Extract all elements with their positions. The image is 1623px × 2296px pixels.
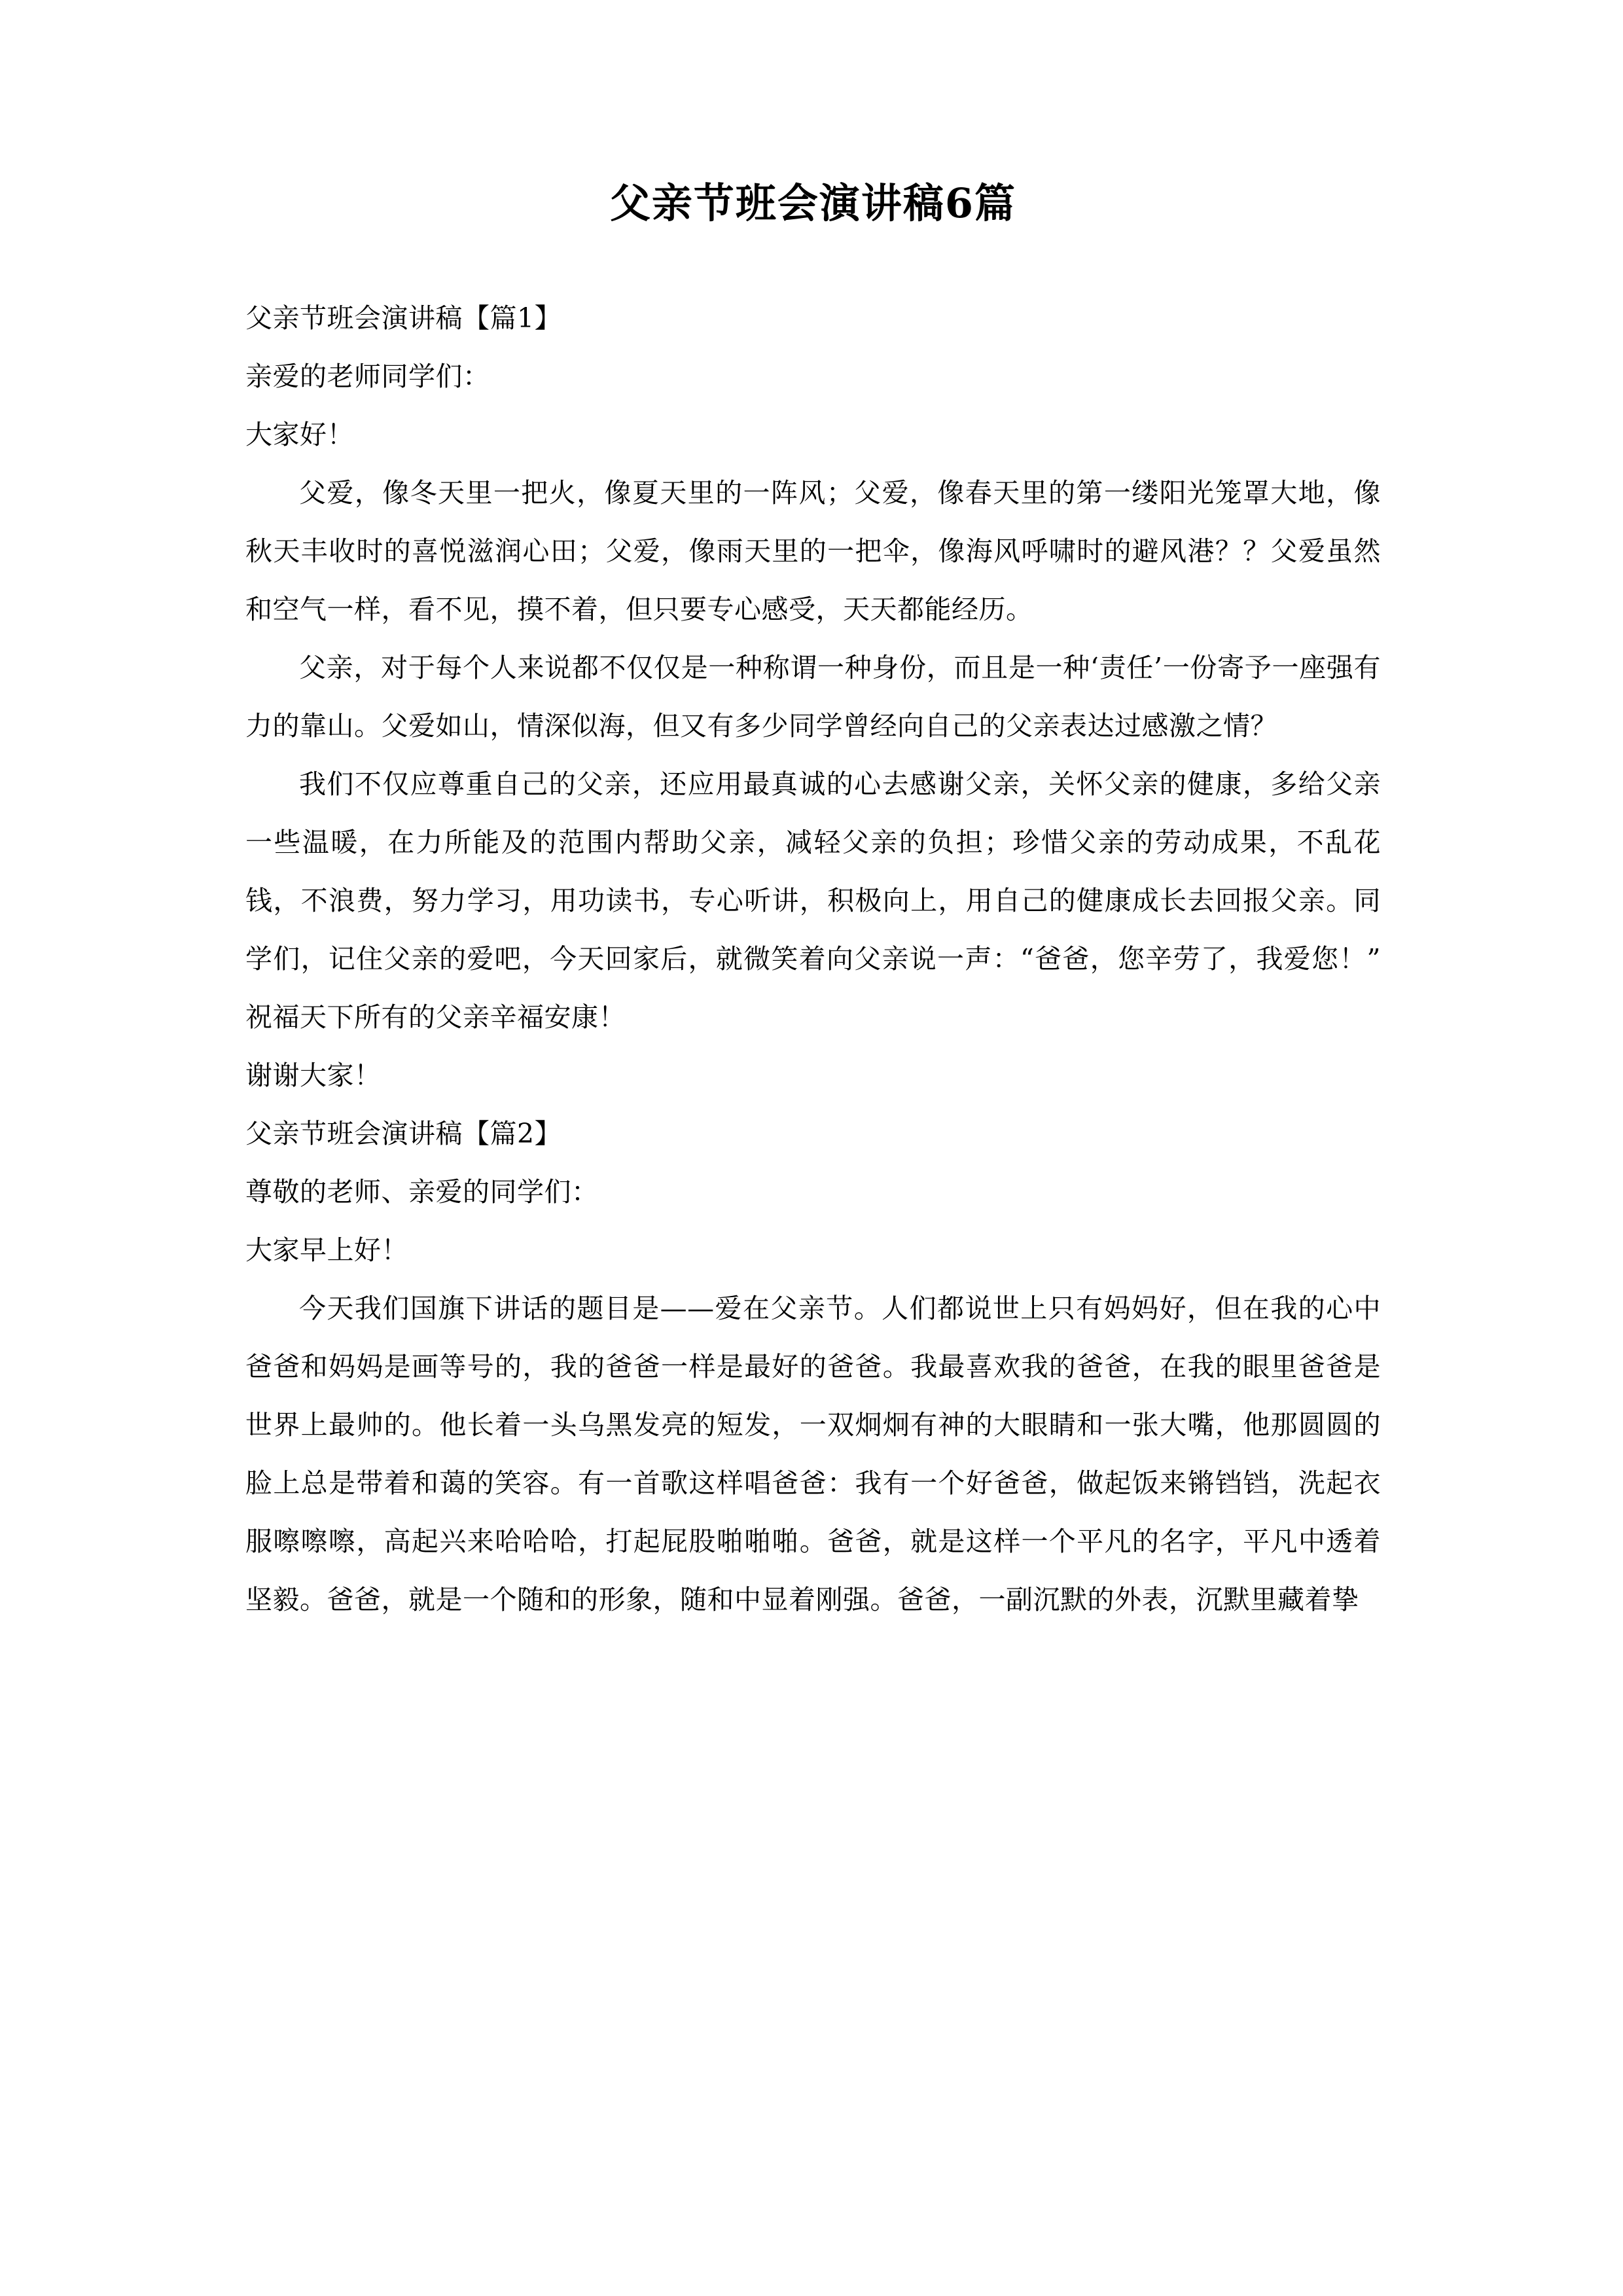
document-body <box>245 289 1381 1629</box>
section-heading-1: 父亲节班会演讲稿【篇1】 <box>245 302 562 334</box>
greeting-1: 大家好！ <box>245 418 354 450</box>
greeting-2: 大家早上好！ <box>245 1234 408 1266</box>
paragraph-3: 我们不仅应尊重自己的父亲，还应用最真诚的心去感谢父亲，关怀父亲的健康，多给父亲一些温暖，在力所能及的范围内帮助父亲，减轻父亲的负担；珍惜父亲的劳动成果，不乱花钱，不浪费，努力学习，用功读书，专心听讲，积极向上，用自己的健康成长去回报父亲。同学们，记住父亲的爱吧，今天回家后，就微笑着向父亲说一声：“爸爸，您辛劳了，我爱您！”祝福天下所有的父亲辛福安康！ <box>245 768 1381 1033</box>
paragraph-2: 父亲，对于每个人来说都不仅仅是一种称谓一种身份，而且是一种‘责任’一份寄予一座强有力的靠山。父爱如山，情深似海，但又有多少同学曾经向自己的父亲表达过感激之情？ <box>245 651 1381 742</box>
closing-1: 谢谢大家！ <box>245 1059 382 1091</box>
salutation-1: 亲爱的老师同学们： <box>245 360 490 392</box>
paragraph-1: 父爱，像冬天里一把火，像夏天里的一阵风；父爱，像春天里的第一缕阳光笼罩大地，像秋天丰收时的喜悦滋润心田；父爱，像雨天里的一把伞，像海风呼啸时的避风港？？父爱虽然和空气一样，看不见，摸不着，但只要专心感受，天天都能经历。 <box>245 476 1381 625</box>
section-heading-2: 父亲节班会演讲稿【篇2】 <box>245 1117 562 1149</box>
page-content <box>245 0 1381 1629</box>
paragraph-4: 今天我们国旗下讲话的题目是——爱在父亲节。人们都说世上只有妈妈好，但在我的心中爸爸和妈妈是画等号的，我的爸爸一样是最好的爸爸。我最喜欢我的爸爸，在我的眼里爸爸是世界上最帅的。他长着一头乌黑发亮的短发，一双炯炯有神的大眼睛和一张大嘴，他那圆圆的脸上总是带着和蔼的笑容。有一首歌这样唱爸爸：我有一个好爸爸，做起饭来锵铛铛，洗起衣服嚓嚓嚓，高起兴来哈哈哈，打起屁股啪啪啪。爸爸，就是这样一个平凡的名字，平凡中透着坚毅。爸爸，就是一个随和的形象，随和中显着刚强。爸爸，一副沉默的外表，沉默里藏着挚 <box>245 1292 1381 1615</box>
page-title: 父亲节班会演讲稿6篇 <box>609 179 1017 227</box>
salutation-2: 尊敬的老师、亲爱的同学们： <box>245 1175 599 1208</box>
